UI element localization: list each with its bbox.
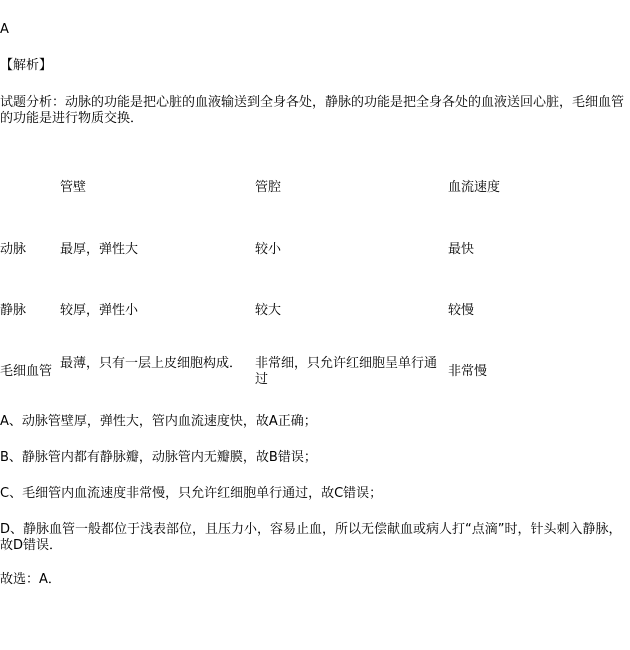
conclusion: 故选：A． xyxy=(0,572,61,587)
option-d: D、静脉血管一般都位于浅表部位，且压力小，容易止血，所以无偿献血或病人打“点滴”时，针头刺入静脉，故D错误． xyxy=(0,522,622,553)
option-b: B、静脉管内都有静脉瓣，动脉管内无瓣膜，故B错误； xyxy=(0,450,317,465)
section-title: 【解析】 xyxy=(0,58,53,73)
option-c: C、毛细管内血流速度非常慢，只允许红细胞单行通过，故C错误； xyxy=(0,486,383,501)
table-row-capillary-label: 毛细血管 xyxy=(0,364,53,379)
table-row-vein-label: 静脉 xyxy=(0,303,27,318)
option-a: A、动脉管壁厚，弹性大，管内血流速度快，故A正确； xyxy=(0,414,317,429)
analysis-paragraph: 试题分析：动脉的功能是把心脏的血液输送到全身各处，静脉的功能是把全身各处的血液送回心脏，毛细血管的功能是进行物质交换． xyxy=(0,95,625,126)
table-cell: 最厚，弹性大 xyxy=(60,242,139,257)
table-cell: 非常慢 xyxy=(448,364,488,379)
table-row-artery-label: 动脉 xyxy=(0,242,27,257)
table-cell: 较厚，弹性小 xyxy=(60,303,139,318)
table-cell: 最薄，只有一层上皮细胞构成． xyxy=(60,356,243,371)
table-header-lumen: 管腔 xyxy=(255,180,282,195)
table-cell: 较慢 xyxy=(448,303,475,318)
table-cell: 最快 xyxy=(448,242,475,257)
table-cell: 非常细，只允许红细胞呈单行通过 xyxy=(255,356,438,387)
table-header-wall: 管壁 xyxy=(60,180,87,195)
answer-text: A xyxy=(0,22,9,37)
table-cell: 较小 xyxy=(255,242,282,257)
table-header-flow: 血流速度 xyxy=(448,180,501,195)
table-cell: 较大 xyxy=(255,303,282,318)
